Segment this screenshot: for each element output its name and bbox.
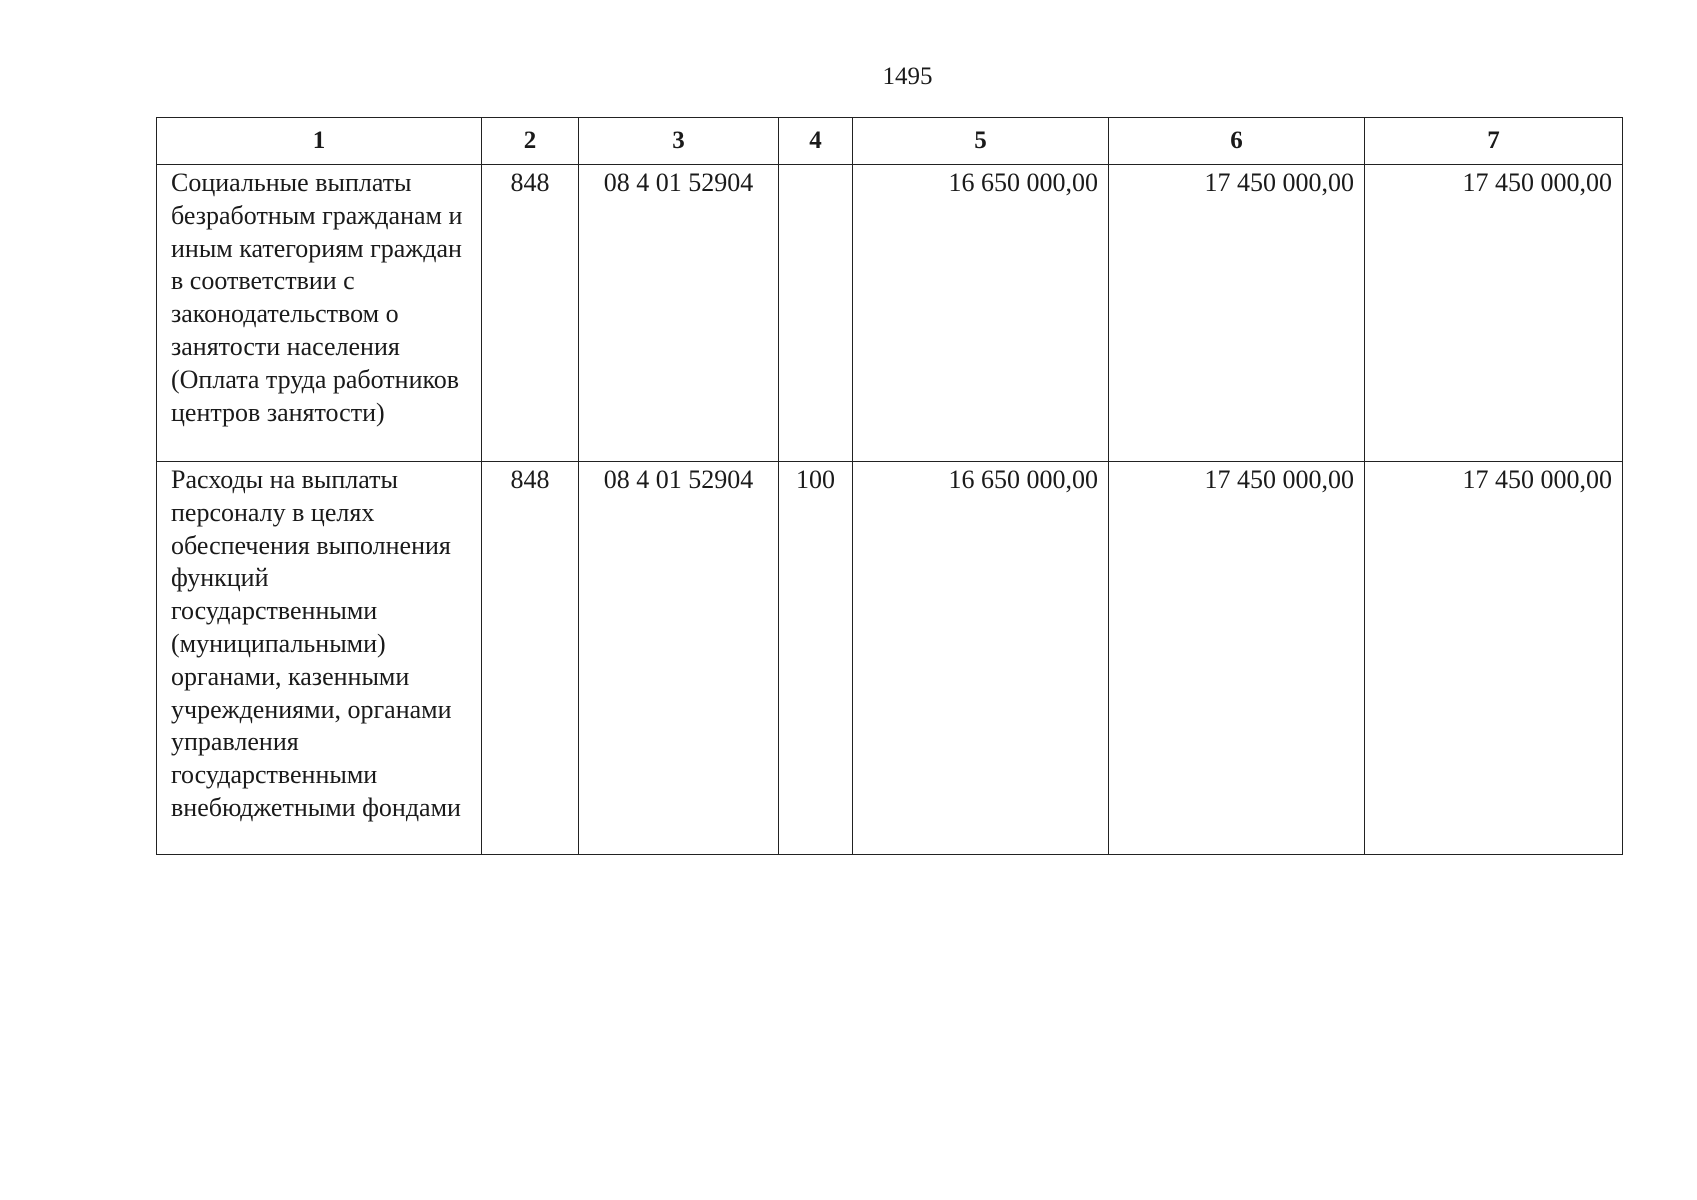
table-header-row — [157, 118, 1623, 165]
header-col-7: 7 — [1365, 118, 1623, 165]
cell-col6: 17 450 000,00 — [1109, 165, 1365, 462]
header-col-3: 3 — [579, 118, 779, 165]
cell-col7: 17 450 000,00 — [1365, 165, 1623, 462]
cell-col4 — [779, 165, 853, 462]
cell-col5: 16 650 000,00 — [853, 462, 1109, 855]
header-col-6: 6 — [1109, 118, 1365, 165]
cell-col2: 848 — [482, 462, 579, 855]
cell-col7: 17 450 000,00 — [1365, 462, 1623, 855]
cell-name: Расходы на выплаты персоналу в целях обеспечения выполнения функций государственными (муниципальными) органами, казенными учреждениями, органами управления государственными внебюджетными фондами — [157, 462, 482, 855]
cell-col2: 848 — [482, 165, 579, 462]
header-col-1: 1 — [157, 118, 482, 165]
header-col-2: 2 — [482, 118, 579, 165]
table-row — [157, 165, 1623, 462]
cell-name: Социальные выплаты безработным гражданам и иным категориям граждан в соответствии с законодательством о занятости населения (Оплата труда работников центров занятости) — [157, 165, 482, 462]
budget-table — [156, 117, 1623, 855]
cell-col6: 17 450 000,00 — [1109, 462, 1365, 855]
cell-col3: 08 4 01 52904 — [579, 462, 779, 855]
cell-col3: 08 4 01 52904 — [579, 165, 779, 462]
cell-col5: 16 650 000,00 — [853, 165, 1109, 462]
table-row — [157, 462, 1623, 855]
header-col-5: 5 — [853, 118, 1109, 165]
page-number: 1495 — [882, 63, 933, 90]
cell-col4: 100 — [779, 462, 853, 855]
header-col-4: 4 — [779, 118, 853, 165]
